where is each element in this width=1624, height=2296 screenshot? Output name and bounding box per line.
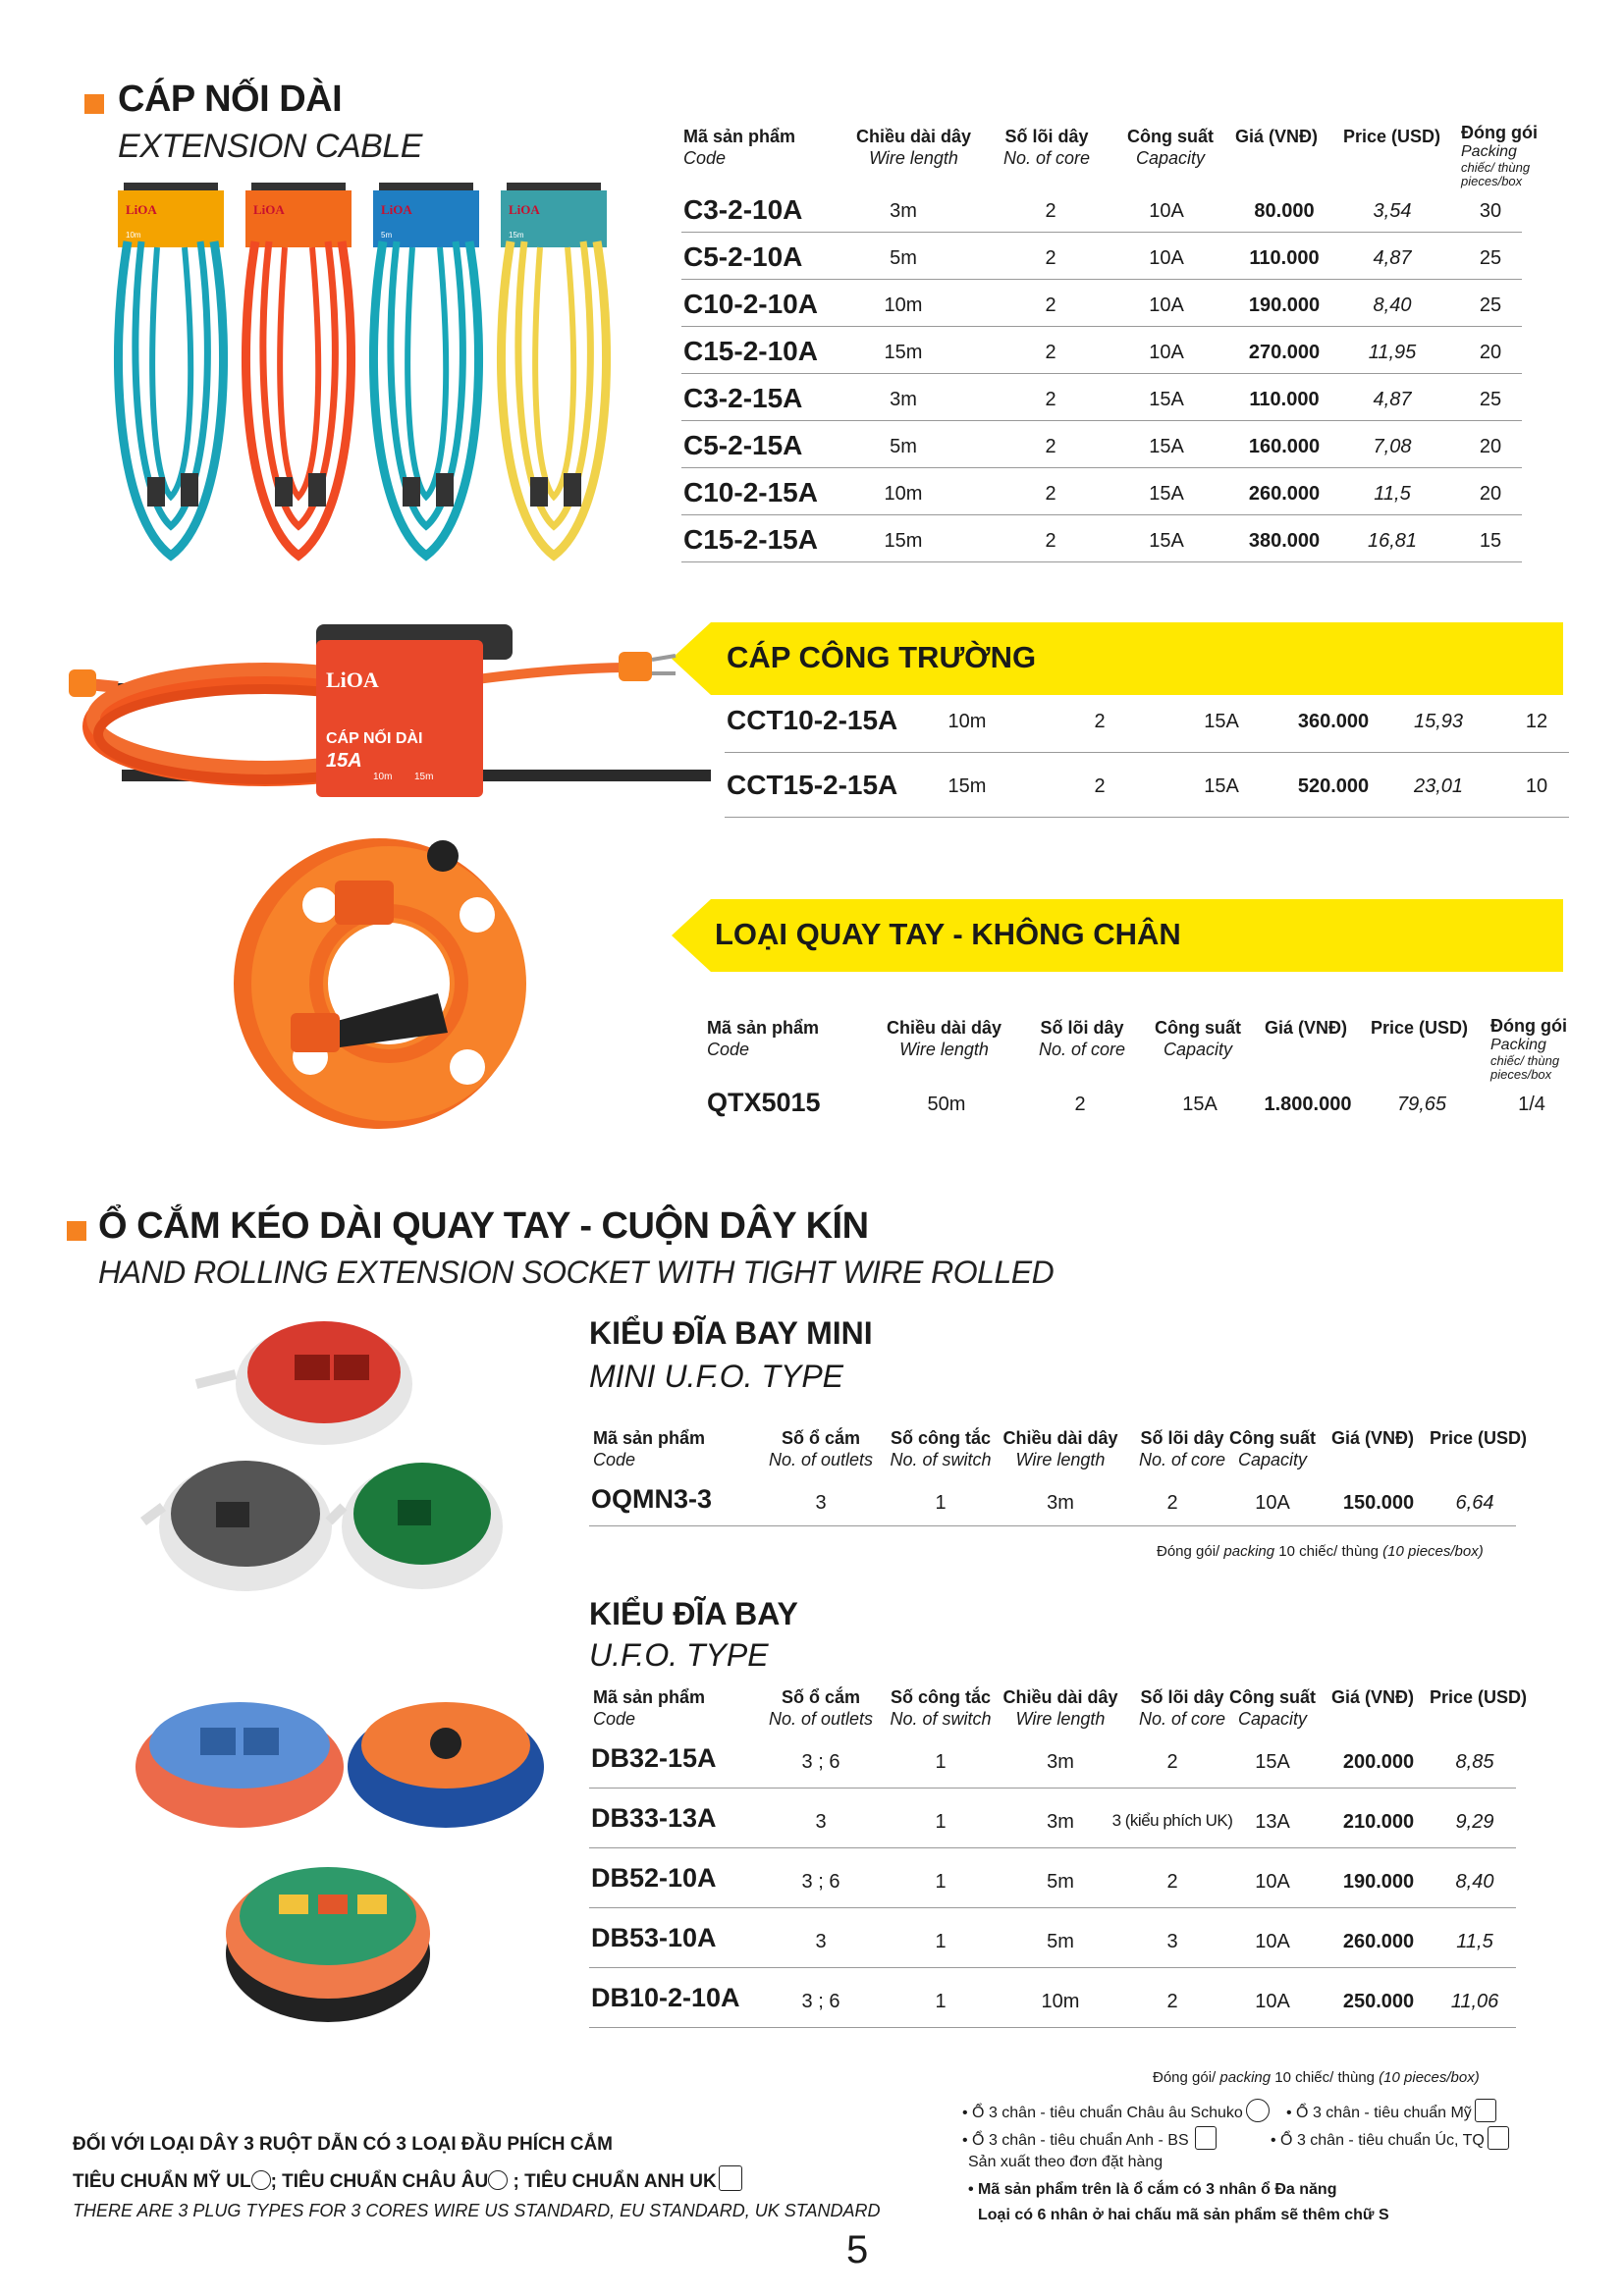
pack-brand: LiOA <box>509 202 540 217</box>
cell-vnd: 520.000 <box>1297 775 1370 797</box>
pack-brand: LiOA <box>253 202 285 217</box>
cell-length: 5m <box>1047 1931 1074 1952</box>
ufo-packing-note: Đóng gói/ packing 10 chiếc/ thùng (10 pieces/box) <box>1153 2069 1480 2086</box>
cell-outlets: 3 ; 6 <box>801 1871 840 1893</box>
cell-pack: 12 <box>1525 711 1548 732</box>
header-length: Chiều dài dây Wire length <box>887 1018 1002 1059</box>
uk-socket-icon <box>1195 2126 1217 2150</box>
cell-length: 15m <box>947 775 987 797</box>
ufo-images <box>132 1698 564 2032</box>
cable-pack <box>501 183 607 556</box>
cell-switch: 1 <box>935 1751 947 1773</box>
cell-length: 3m <box>1047 1811 1074 1833</box>
cell-core: 2 <box>1045 530 1056 552</box>
cell-vnd: 80.000 <box>1254 200 1315 222</box>
footer-r5: Loại có 6 nhân ở hai chấu mã sản phẩm sẽ thêm chữ S <box>978 2207 1389 2223</box>
product-code: DB53-10A <box>591 1923 717 1952</box>
header-core: Số lõi dây No. of core <box>1039 1018 1126 1059</box>
cell-usd: 8,40 <box>1373 294 1412 316</box>
cell-vnd: 360.000 <box>1297 711 1370 732</box>
cell-core: 3 <box>1166 1931 1178 1952</box>
cell-core: 2 <box>1045 389 1056 410</box>
pack-length: 10m <box>126 231 141 240</box>
cell-core: 2 <box>1045 342 1056 363</box>
section4-title: Ổ CẮM KÉO DÀI QUAY TAY - CUỘN DÂY KÍN <box>98 1205 869 1247</box>
section-marker <box>84 94 104 114</box>
cell-capacity: 10A <box>1255 1492 1290 1514</box>
section-marker <box>67 1221 86 1241</box>
cell-core: 2 <box>1045 436 1056 457</box>
cell-pack: 20 <box>1479 483 1502 505</box>
cell-pack: 25 <box>1479 247 1502 269</box>
cell-core: 2 <box>1166 1871 1178 1893</box>
product-code: QTX5015 <box>707 1088 821 1117</box>
header-switch: Số công tắc No. of switch <box>890 1687 992 1729</box>
cell-core: 2 <box>1045 483 1056 505</box>
page-number: 5 <box>846 2228 869 2271</box>
pack-brand: LiOA <box>126 202 157 217</box>
cell-usd: 4,87 <box>1373 389 1412 410</box>
us-plug-icon <box>251 2170 271 2190</box>
product-code: CCT15-2-15A <box>727 770 898 800</box>
reel-label-line1: CÁP NỐI DÀI <box>326 730 423 747</box>
cell-length: 15m <box>884 530 923 552</box>
cell-usd: 9,29 <box>1455 1811 1494 1833</box>
cell-pack: 20 <box>1479 436 1502 457</box>
cell-pack: 10 <box>1525 775 1548 797</box>
cell-vnd: 260.000 <box>1342 1931 1415 1952</box>
cell-capacity: 15A <box>1204 775 1239 797</box>
footer-r1a: • Ổ 3 chân - tiêu chuẩn Châu âu Schuko <box>962 2099 1270 2122</box>
cell-core: 2 <box>1094 775 1106 797</box>
site-cable-title: CÁP CÔNG TRƯỜNG <box>727 640 1037 674</box>
cell-switch: 1 <box>935 1931 947 1952</box>
header-capacity: Công suất Capacity <box>1229 1428 1316 1469</box>
cell-vnd: 110.000 <box>1249 247 1320 269</box>
header-core: Số lõi dây No. of core <box>1003 127 1091 168</box>
footer-left-line2: TIÊU CHUẨN MỸ UL ; TIÊU CHUẨN CHÂU ÂU ; TIÊU CHUẨN ANH UK <box>73 2165 742 2193</box>
cell-pack: 1/4 <box>1518 1094 1545 1115</box>
footer-r4: • Mã sản phẩm trên là ổ cắm có 3 nhân ổ Đa năng <box>968 2181 1337 2198</box>
cell-usd: 11,06 <box>1450 1991 1499 2012</box>
header-code: Mã sản phẩm Code <box>593 1428 706 1469</box>
cable-pack <box>373 183 479 556</box>
cell-core: 2 <box>1074 1094 1086 1115</box>
cell-outlets: 3 <box>815 1931 827 1952</box>
cell-usd: 23,01 <box>1413 775 1464 797</box>
ufo-title: KIỂU ĐĨA BAY <box>589 1596 798 1631</box>
footer-left-line1: ĐỐI VỚI LOẠI DÂY 3 RUỘT DẪN CÓ 3 LOẠI ĐẦU PHÍCH CẮM <box>73 2134 613 2155</box>
header-code: Mã sản phẩm Code <box>707 1018 820 1059</box>
reel-label-opt1: 10m <box>373 772 393 782</box>
header-core: Số lõi dây No. of core <box>1138 1687 1226 1729</box>
cell-vnd: 250.000 <box>1342 1991 1415 2012</box>
product-code: DB32-15A <box>591 1743 717 1773</box>
cell-usd: 8,40 <box>1455 1871 1494 1893</box>
cell-core: 2 <box>1166 1991 1178 2012</box>
pack-length: 5m <box>381 231 393 240</box>
pack-length: 15m <box>509 231 524 240</box>
product-code: C5-2-10A <box>683 241 803 272</box>
footer-r3: Sản xuất theo đơn đặt hàng <box>968 2154 1164 2170</box>
product-code: DB10-2-10A <box>591 1983 740 2012</box>
cell-usd: 16,81 <box>1367 530 1418 552</box>
cell-core: 3 (kiểu phích UK) <box>1111 1811 1233 1830</box>
hand-reel-image <box>232 836 556 1131</box>
cell-vnd: 260.000 <box>1248 483 1321 505</box>
mini-ufo-images <box>137 1315 511 1610</box>
header-vnd: Giá (VNĐ) <box>1265 1018 1348 1038</box>
product-code: C15-2-10A <box>683 336 818 366</box>
reel-label-opt2: 15m <box>414 772 434 782</box>
cell-switch: 1 <box>935 1811 947 1833</box>
cell-usd: 3,54 <box>1373 200 1412 222</box>
cell-capacity: 15A <box>1149 483 1184 505</box>
cell-vnd: 150.000 <box>1342 1492 1415 1514</box>
cell-capacity: 10A <box>1149 342 1184 363</box>
cell-capacity: 13A <box>1255 1811 1290 1833</box>
header-capacity: Công suất Capacity <box>1155 1018 1241 1059</box>
cell-core: 2 <box>1166 1751 1178 1773</box>
product-code: C5-2-15A <box>683 430 803 460</box>
cell-length: 3m <box>1047 1492 1074 1514</box>
cell-outlets: 3 ; 6 <box>801 1751 840 1773</box>
cell-length: 10m <box>947 711 987 732</box>
product-code: C10-2-15A <box>683 477 818 507</box>
cell-vnd: 200.000 <box>1342 1751 1415 1773</box>
cell-usd: 4,87 <box>1373 247 1412 269</box>
cell-vnd: 1.800.000 <box>1264 1094 1352 1115</box>
header-capacity: Công suất Capacity <box>1229 1687 1316 1729</box>
cell-length: 5m <box>890 436 917 457</box>
cell-usd: 11,95 <box>1368 342 1417 363</box>
header-outlets: Số ổ cắm No. of outlets <box>768 1428 874 1469</box>
cell-usd: 7,08 <box>1373 436 1412 457</box>
cell-vnd: 190.000 <box>1248 294 1321 316</box>
cell-core: 2 <box>1094 711 1106 732</box>
cell-length: 10m <box>884 294 923 316</box>
header-code: Mã sản phẩm Code <box>683 127 796 168</box>
header-usd: Price (USD) <box>1371 1018 1469 1038</box>
header-outlets: Số ổ cắm No. of outlets <box>768 1687 874 1729</box>
cell-capacity: 15A <box>1204 711 1239 732</box>
cell-length: 5m <box>890 247 917 269</box>
product-code: DB33-13A <box>591 1803 717 1833</box>
cell-vnd: 190.000 <box>1342 1871 1415 1893</box>
product-code: C3-2-10A <box>683 194 803 225</box>
header-length: Chiều dài dây Wire length <box>856 127 972 168</box>
footer-left-line3: THERE ARE 3 PLUG TYPES FOR 3 CORES WIRE US STANDARD, EU STANDARD, UK STANDARD <box>73 2201 881 2220</box>
cell-capacity: 15A <box>1182 1094 1218 1115</box>
product-code: CCT10-2-15A <box>727 705 898 735</box>
header-vnd: Giá (VNĐ) <box>1235 127 1319 146</box>
ufo-subtitle: U.F.O. TYPE <box>589 1637 769 1673</box>
mini-ufo-title: KIỂU ĐĨA BAY MINI <box>589 1315 873 1351</box>
header-packing: Đóng gói Packing chiếc/ thùng pieces/box <box>1461 123 1538 188</box>
cell-capacity: 15A <box>1149 530 1184 552</box>
product-code: C15-2-15A <box>683 524 818 555</box>
cell-capacity: 15A <box>1149 436 1184 457</box>
cable-pack <box>118 183 224 556</box>
cell-capacity: 10A <box>1149 200 1184 222</box>
cell-vnd: 160.000 <box>1248 436 1321 457</box>
cell-switch: 1 <box>935 1492 947 1514</box>
cell-switch: 1 <box>935 1871 947 1893</box>
cell-outlets: 3 ; 6 <box>801 1991 840 2012</box>
footer-r2b: • Ổ 3 chân - tiêu chuẩn Úc, TQ <box>1271 2126 1509 2150</box>
cell-length: 50m <box>927 1094 966 1115</box>
cell-capacity: 10A <box>1149 294 1184 316</box>
cell-vnd: 110.000 <box>1249 389 1320 410</box>
footer-r2a: • Ổ 3 chân - tiêu chuẩn Anh - BS <box>962 2126 1217 2150</box>
cell-core: 2 <box>1045 294 1056 316</box>
cell-capacity: 10A <box>1255 1931 1290 1952</box>
mini-ufo-subtitle: MINI U.F.O. TYPE <box>589 1359 843 1394</box>
cell-usd: 8,85 <box>1455 1751 1494 1773</box>
cell-pack: 25 <box>1479 389 1502 410</box>
cell-pack: 15 <box>1479 530 1502 552</box>
cell-length: 15m <box>884 342 923 363</box>
schuko-socket-icon <box>1246 2099 1270 2122</box>
us-socket-icon <box>1475 2099 1496 2122</box>
cell-core: 2 <box>1045 200 1056 222</box>
cell-usd: 6,64 <box>1455 1492 1494 1514</box>
cell-length: 3m <box>890 200 917 222</box>
header-packing: Đóng gói Packing chiếc/ thùng pieces/box <box>1490 1016 1567 1082</box>
section1-subtitle: EXTENSION CABLE <box>118 128 422 165</box>
reel-label-brand: LiOA <box>326 667 379 692</box>
footer-r1b: • Ổ 3 chân - tiêu chuẩn Mỹ <box>1286 2099 1496 2122</box>
cell-core: 2 <box>1045 247 1056 269</box>
banner-arrow <box>672 899 711 972</box>
cell-length: 3m <box>1047 1751 1074 1773</box>
product-code: DB52-10A <box>591 1863 717 1893</box>
header-core: Số lõi dây No. of core <box>1138 1428 1226 1469</box>
product-code: C10-2-10A <box>683 289 818 319</box>
cell-length: 5m <box>1047 1871 1074 1893</box>
cell-length: 10m <box>884 483 923 505</box>
cell-capacity: 15A <box>1149 389 1184 410</box>
section4-subtitle: HAND ROLLING EXTENSION SOCKET WITH TIGHT WIRE ROLLED <box>98 1255 1055 1290</box>
hand-reel-title: LOẠI QUAY TAY - KHÔNG CHÂN <box>715 917 1181 951</box>
cable-packs-svg <box>98 183 648 575</box>
product-code: C3-2-15A <box>683 383 803 413</box>
cell-vnd: 210.000 <box>1342 1811 1415 1833</box>
section1-title: CÁP NỐI DÀI <box>118 79 343 120</box>
cell-capacity: 10A <box>1255 1991 1290 2012</box>
mini-ufo-packing-note: Đóng gói/ packing 10 chiếc/ thùng (10 pieces/box) <box>1157 1543 1484 1560</box>
cell-outlets: 3 <box>815 1492 827 1514</box>
pack-brand: LiOA <box>381 202 412 217</box>
header-switch: Số công tắc No. of switch <box>890 1428 992 1469</box>
header-usd: Price (USD) <box>1430 1687 1528 1707</box>
header-usd: Price (USD) <box>1343 127 1441 146</box>
header-length: Chiều dài dây Wire length <box>1002 1428 1118 1469</box>
cell-usd: 11,5 <box>1374 483 1411 505</box>
header-vnd: Giá (VNĐ) <box>1331 1687 1415 1707</box>
cell-capacity: 10A <box>1255 1871 1290 1893</box>
header-code: Mã sản phẩm Code <box>593 1687 706 1729</box>
cell-length: 10m <box>1041 1991 1080 2012</box>
cable-pack <box>245 183 352 556</box>
reel-label-line2: 15A <box>326 750 362 772</box>
cell-usd: 11,5 <box>1456 1931 1493 1952</box>
header-length: Chiều dài dây Wire length <box>1002 1687 1118 1729</box>
cell-length: 3m <box>890 389 917 410</box>
cell-vnd: 270.000 <box>1248 342 1321 363</box>
product-code: OQMN3-3 <box>591 1484 713 1514</box>
header-capacity: Công suất Capacity <box>1127 127 1214 168</box>
au-socket-icon <box>1488 2126 1509 2150</box>
cell-pack: 30 <box>1479 200 1502 222</box>
cell-pack: 20 <box>1479 342 1502 363</box>
eu-plug-icon <box>488 2170 508 2190</box>
cell-usd: 79,65 <box>1396 1094 1447 1115</box>
cell-switch: 1 <box>935 1991 947 2012</box>
cell-usd: 15,93 <box>1413 711 1464 732</box>
header-vnd: Giá (VNĐ) <box>1331 1428 1415 1448</box>
cell-outlets: 3 <box>815 1811 827 1833</box>
cell-pack: 25 <box>1479 294 1502 316</box>
cell-capacity: 10A <box>1149 247 1184 269</box>
cell-vnd: 380.000 <box>1248 530 1321 552</box>
cell-capacity: 15A <box>1255 1751 1290 1773</box>
cell-core: 2 <box>1166 1492 1178 1514</box>
header-usd: Price (USD) <box>1430 1428 1528 1448</box>
uk-plug-icon <box>719 2165 742 2191</box>
